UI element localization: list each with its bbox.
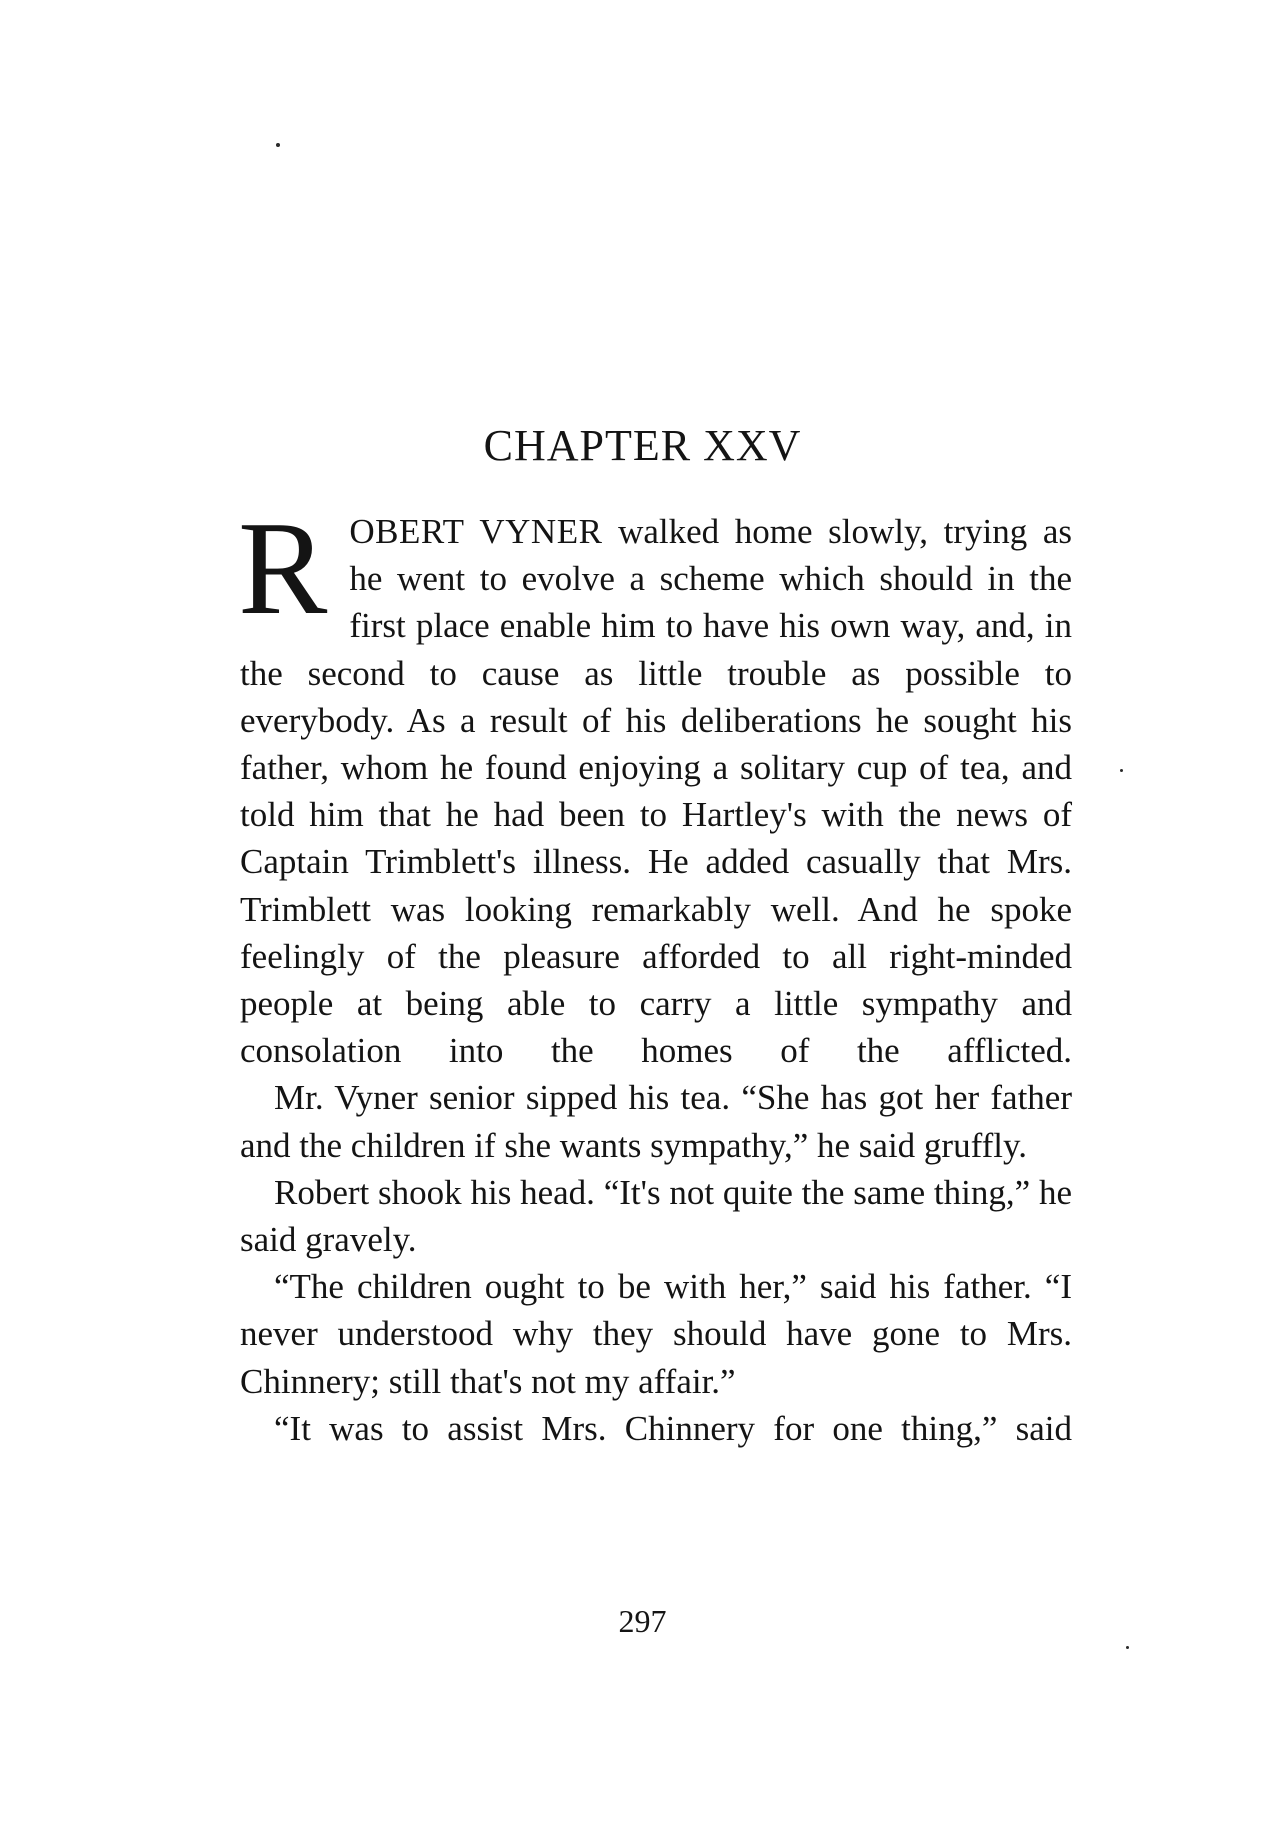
chapter-text	[238, 494, 1072, 1452]
page-number: 297	[618, 1603, 667, 1639]
paragraph: Robert shook his head. “It's not quite the same thing,” he said gravely.	[240, 1172, 1072, 1260]
ink-speck	[276, 143, 280, 147]
paragraph: “It was to assist Mrs. Chinnery for one thing,” said	[274, 1408, 1072, 1448]
drop-cap: R	[238, 494, 328, 642]
ink-speck	[1120, 769, 1123, 772]
ink-speck	[1126, 1646, 1129, 1649]
paragraph: Mr. Vyner senior sipped his tea. “She has got her father and the children if she wants sympathy,” he said gruffly.	[240, 1078, 1072, 1165]
paragraph: “The children ought to be with her,” said his father. “I never understood why they should have gone to Mrs. Chinnery; still that's not my affair.”	[240, 1267, 1072, 1401]
opening-small-caps: OBERT VYNER	[349, 512, 603, 551]
opening-paragraph-text: walked home slowly, trying as he went to evolve a scheme which should in the first place enable him to have his own way, and, in the second to cause as little trouble as possible to everybody. As a result of his deliberations he sought his father, whom he found enjoying a solitary cup of tea, and told him that he had been to Hartley's with the news of Captain Trimblett's illness. He added casually that Mrs. Trimblett was looking remarkably well. And he spoke feelingly of the pleasure afforded to all right-minded people at being able to carry a little sympathy and consolation into the homes of the afflicted.	[240, 512, 1072, 1071]
chapter-title: CHAPTER XXV	[483, 421, 802, 470]
opening-paragraph	[238, 494, 1072, 1074]
